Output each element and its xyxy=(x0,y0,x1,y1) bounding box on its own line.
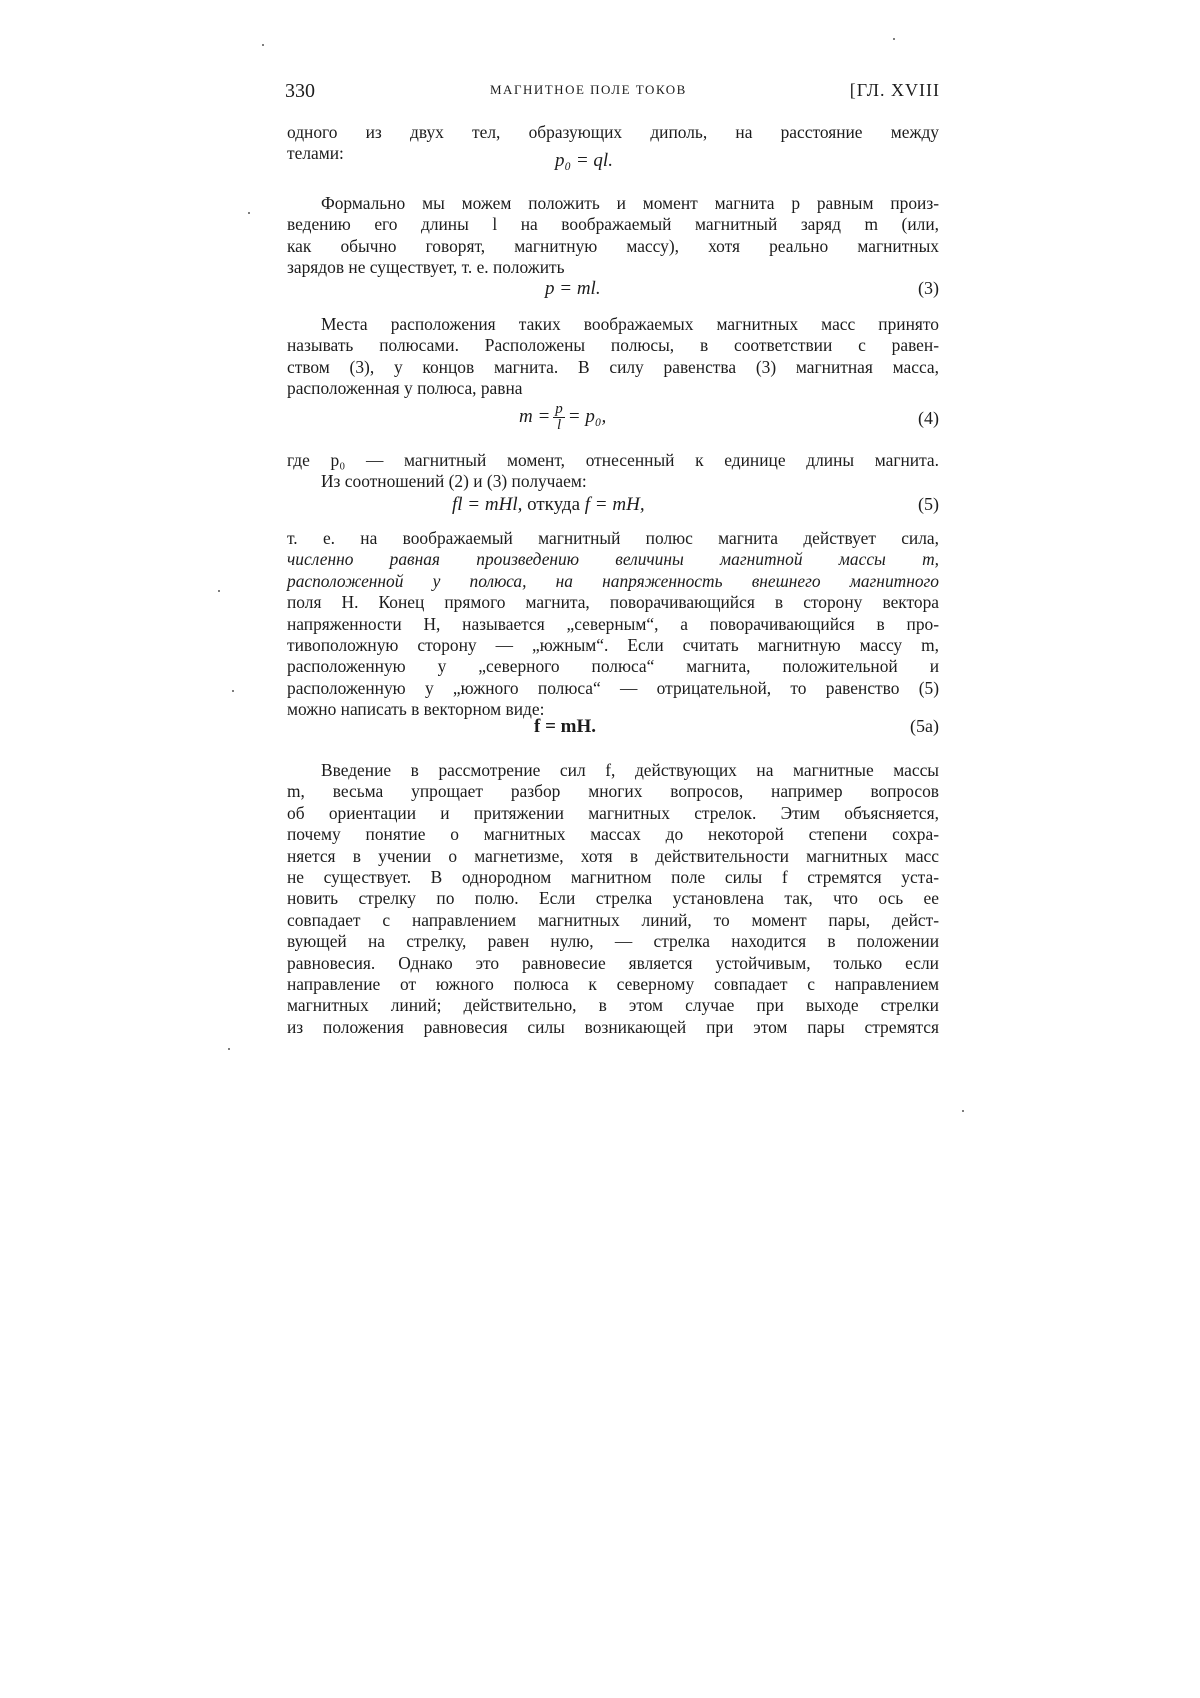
text-line: расположенная у полюса, равна xyxy=(287,378,523,399)
equation-4 xyxy=(287,402,939,438)
equation-body: f = mH. xyxy=(534,716,597,737)
text-line: из положения равновесия силы возникающей при этом пары стремятся xyxy=(287,1016,939,1037)
text-line: тивоположную сторону — „южным“. Если считать магнитную массу m, xyxy=(287,635,939,656)
text-line: об ориентации и притяжении магнитных стрелок. Этим объясняется, xyxy=(287,802,939,823)
text-line: телами: xyxy=(287,143,344,164)
equation-rhs: = p₀, xyxy=(567,405,607,427)
equation-3 xyxy=(287,278,939,304)
text-line: ведению его длины l на воображаемый магнитный заряд m (или, xyxy=(287,214,939,235)
equation-left: fl = mHl, xyxy=(452,494,523,515)
equation-body xyxy=(452,494,645,516)
text-line: ством (3), у концов магнита. В силу равенства (3) магнитная масса, xyxy=(287,356,939,377)
paragraph-5 xyxy=(287,528,939,721)
equation-lhs: m = xyxy=(519,405,551,427)
page-header xyxy=(285,80,940,104)
fraction-numerator: p xyxy=(555,401,563,417)
text-line: совпадает с направлением магнитных линий, то момент пары, дейст- xyxy=(287,909,939,930)
scan-speck xyxy=(962,1110,964,1112)
text-line: Из соотношений (2) и (3) получаем: xyxy=(321,471,587,492)
text-line: m, весьма упрощает разбор многих вопросов, например вопросов xyxy=(287,781,939,802)
equation-5 xyxy=(287,494,939,520)
text-line: одного из двух тел, образующих диполь, на расстояние между xyxy=(287,122,939,142)
text-line: можно написать в векторном виде: xyxy=(287,699,545,720)
text-line: поля H. Конец прямого магнита, поворачивающийся в сторону вектора xyxy=(287,592,939,613)
equation-dipole xyxy=(287,150,939,176)
equation-connector: откуда xyxy=(527,494,581,515)
text-line: расположенной у полюса, на напряженность внешнего магнитного xyxy=(287,570,939,591)
text-line: Введение в рассмотрение сил f, действующих на магнитные массы xyxy=(321,760,939,780)
scan-speck xyxy=(248,212,250,214)
page-number: 330 xyxy=(285,80,315,102)
equation-number: (4) xyxy=(918,408,939,428)
text-line: напряженности H, называется „северным“, а поворачивающийся в про- xyxy=(287,613,939,634)
equation-body xyxy=(519,402,606,433)
scan-speck xyxy=(893,38,895,40)
equation-number: (5a) xyxy=(910,716,939,736)
running-title: МАГНИТНОЕ ПОЛЕ ТОКОВ xyxy=(490,82,687,97)
equation-number: (5) xyxy=(918,494,939,514)
text-line: Формально мы можем положить и момент магнита p равным произ- xyxy=(321,193,939,213)
scan-speck xyxy=(218,590,220,592)
text-line: Места расположения таких воображаемых магнитных масс принято xyxy=(321,314,939,334)
text-line: как обычно говорят, магнитную массу), хотя реально магнитных xyxy=(287,235,939,256)
equation-5a xyxy=(287,716,939,742)
text-line: называть полюсами. Расположены полюсы, в соответствии с равен- xyxy=(287,335,939,356)
text-line: новить стрелку по полю. Если стрелка установлена так, что ось ее xyxy=(287,888,939,909)
fraction-denominator: l xyxy=(556,417,562,433)
scan-speck xyxy=(232,690,234,692)
text-line: вующей на стрелку, равен нулю, — стрелка находится в положении xyxy=(287,931,939,952)
fraction xyxy=(553,402,565,433)
equation-body: p = ml. xyxy=(545,278,601,299)
text-line: направление от южного полюса к северному совпадает с направлением xyxy=(287,974,939,995)
paragraph-4 xyxy=(287,450,939,493)
text-line: почему понятие о магнитных массах до некоторой степени сохра- xyxy=(287,824,939,845)
text-line: зарядов не существует, т. е. положить xyxy=(287,257,565,278)
equation-right: f = mH, xyxy=(584,494,645,515)
text-line: не существует. В однородном магнитном поле силы f стремятся уста- xyxy=(287,867,939,888)
text-line: расположенную у „северного полюса“ магнита, положительной и xyxy=(287,656,939,677)
paragraph-2 xyxy=(287,193,939,279)
equation-body: p₀ = ql. xyxy=(555,150,613,171)
text-line: где p₀ — магнитный момент, отнесенный к единице длины магнита. xyxy=(287,450,939,470)
text-line: т. е. на воображаемый магнитный полюс магнита действует сила, xyxy=(287,528,939,548)
chapter-label: [ГЛ. XVIII xyxy=(849,80,940,100)
equation-number: (3) xyxy=(918,278,939,298)
text-line: равновесия. Однако это равновесие является устойчивым, только если xyxy=(287,952,939,973)
text-line: расположенную у „южного полюса“ — отрицательной, то равенство (5) xyxy=(287,677,939,698)
text-line: магнитных линий; действительно, в этом случае при выходе стрелки xyxy=(287,995,939,1016)
scan-speck xyxy=(262,44,264,46)
scan-speck xyxy=(228,1048,230,1050)
text-line: няется в учении о магнетизме, хотя в действительности магнитных масс xyxy=(287,845,939,866)
paragraph-6 xyxy=(287,760,939,1038)
paragraph-3 xyxy=(287,314,939,400)
text-line: численно равная произведению величины магнитной массы m, xyxy=(287,549,939,570)
